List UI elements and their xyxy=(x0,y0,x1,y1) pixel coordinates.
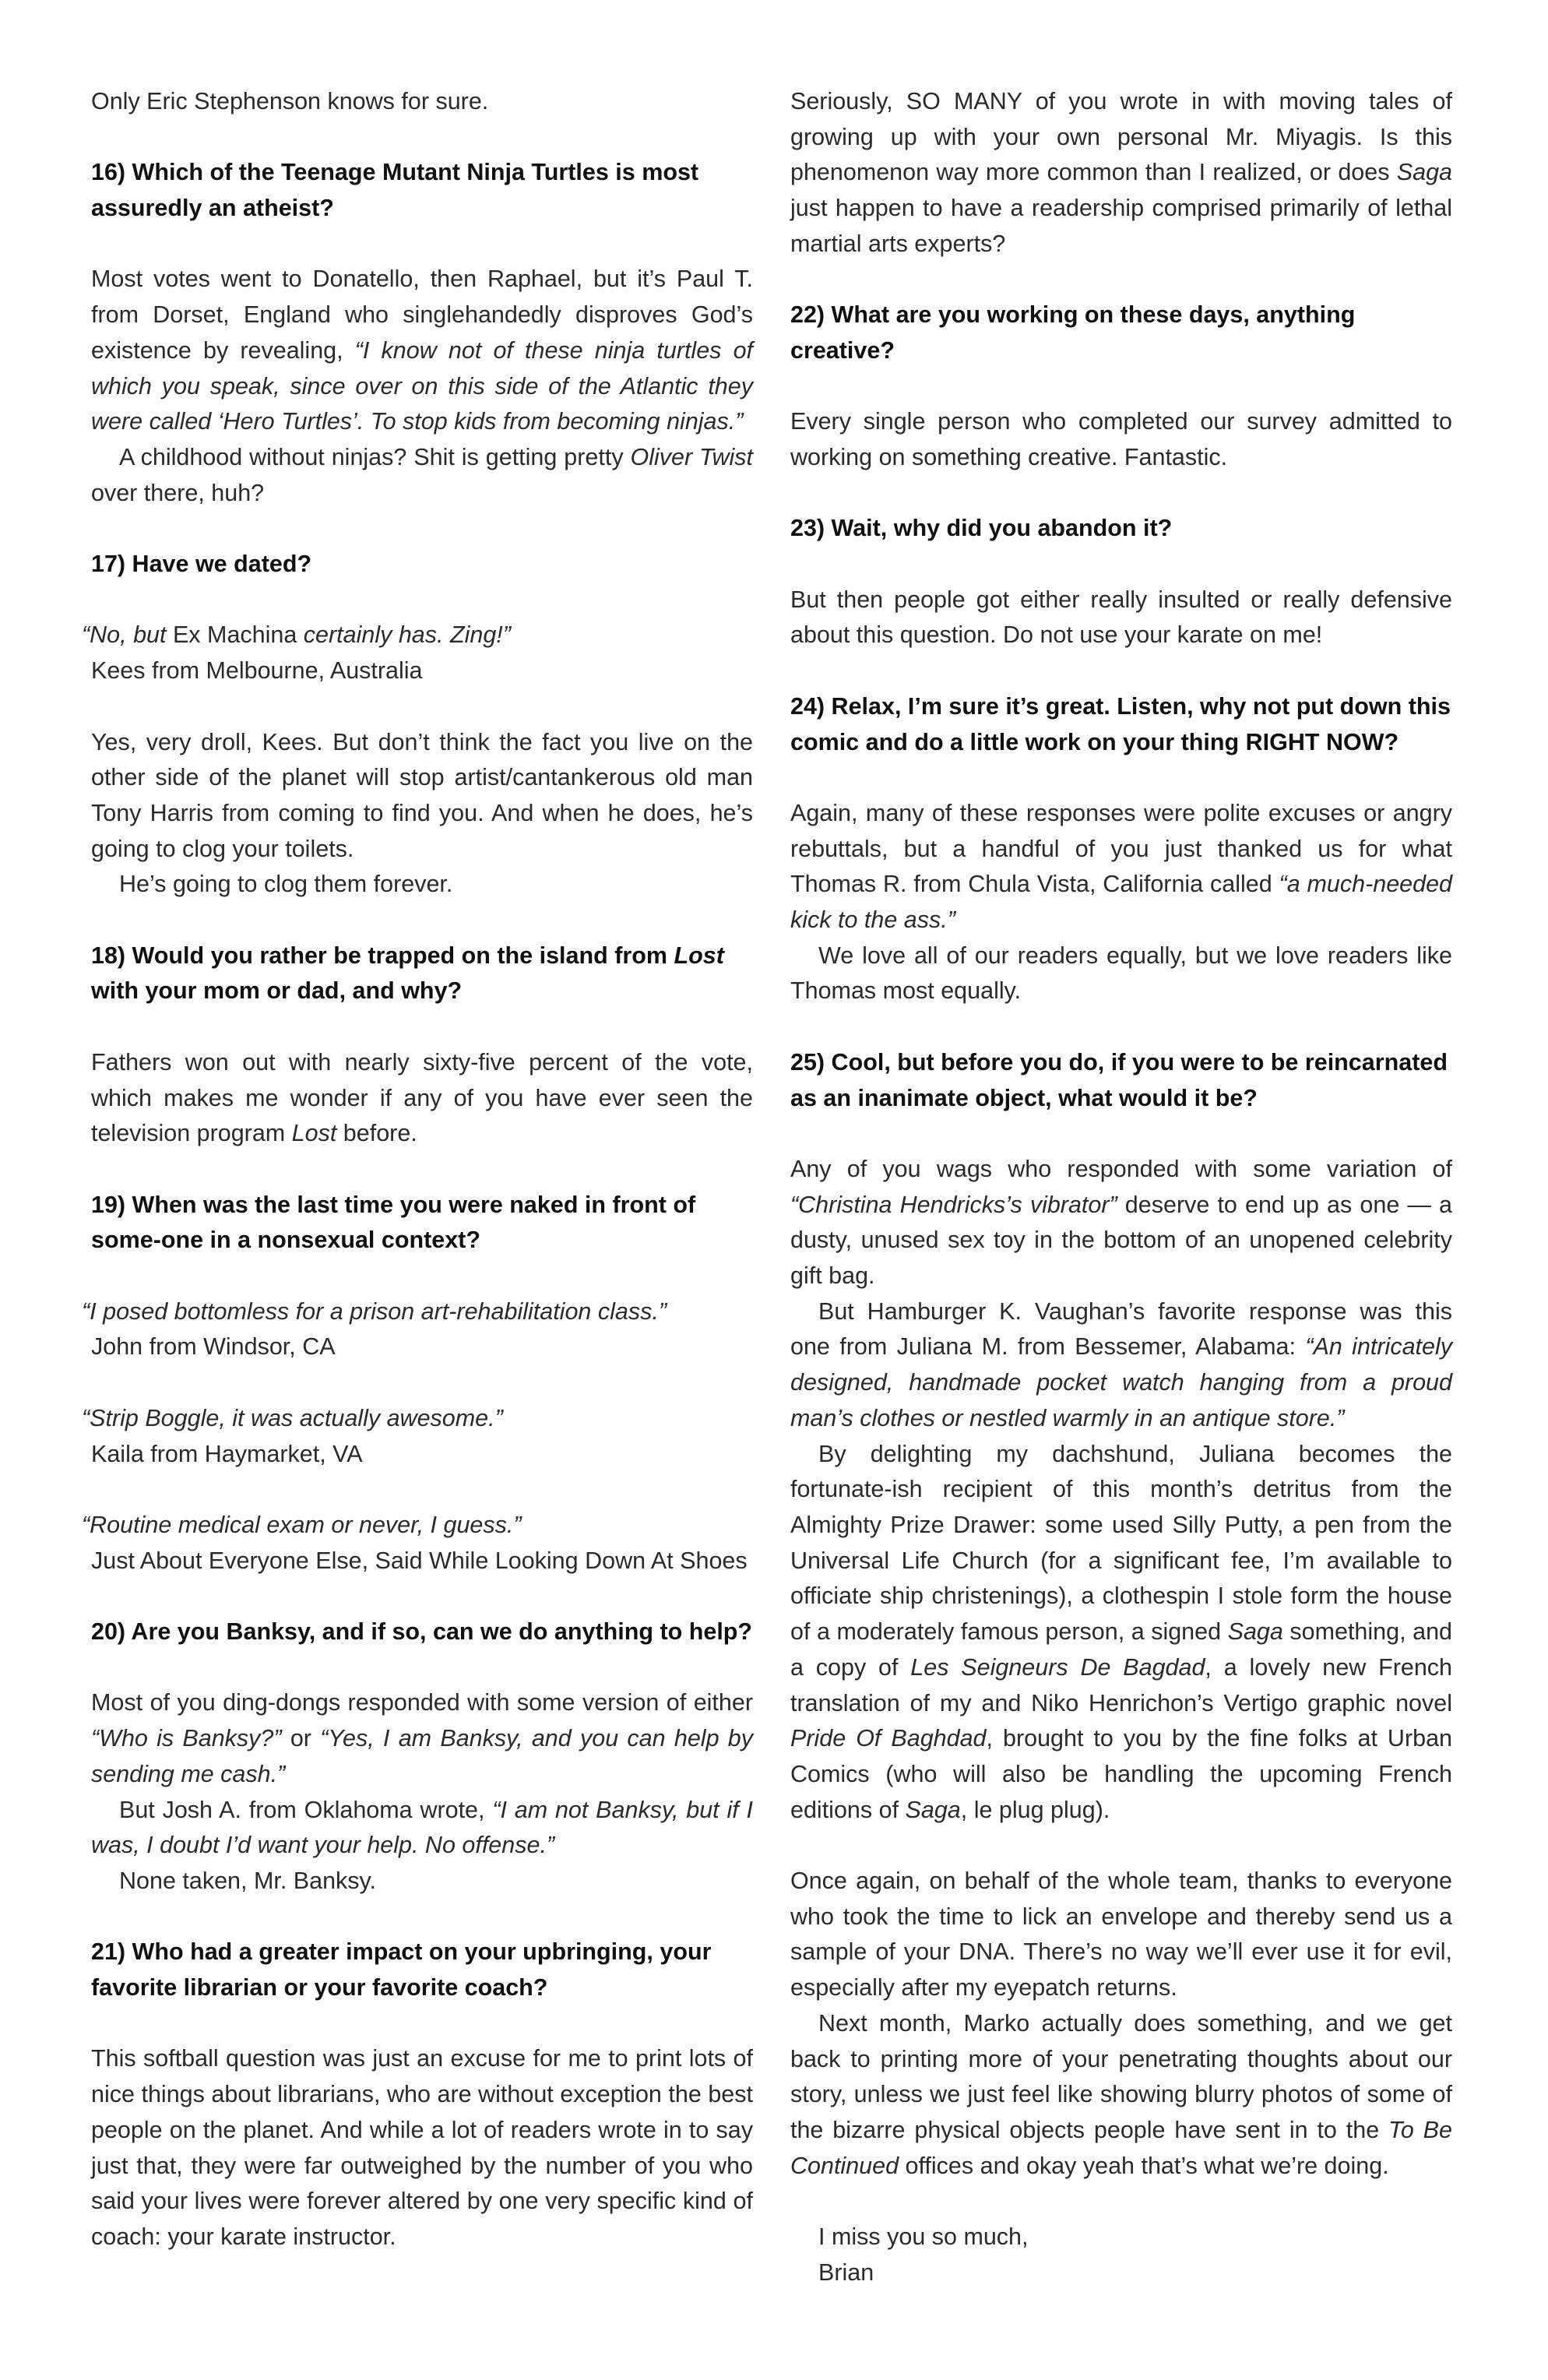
quote: “I know not of these ninja turtles of which you speak, since over on this side of the Atlantic they were called ‘Hero Turtles’. To stop kids from becoming ninjas.” xyxy=(91,336,754,435)
text: , le plug plug). xyxy=(960,1796,1110,1823)
title-emphasis: Lost xyxy=(291,1120,337,1147)
title-emphasis: Lost xyxy=(674,942,724,969)
question-22: 22) What are you working on these days, anything creative? xyxy=(790,301,1356,364)
reader-quote: “Routine medical exam or never, I guess.” xyxy=(82,1511,522,1538)
title-emphasis: Saga xyxy=(1227,1618,1283,1646)
answer-16-paragraph xyxy=(91,440,753,511)
title: Ex Machina xyxy=(172,621,297,649)
text: But Hamburger K. Vaughan’s favorite response was this one from Juliana M. from Bessemer, Alabama: xyxy=(790,1297,1452,1361)
left-column xyxy=(82,84,754,2255)
question-25: 25) Cool, but before you do, if you were to be reincarnated as an inanimate object, what would it be? xyxy=(790,1048,1448,1111)
text: A childhood without ninjas? Shit is getting pretty xyxy=(119,444,631,470)
answer-22-paragraph: Every single person who completed our survey admitted to working on something creative. Fantastic. xyxy=(790,408,1452,470)
text: “No, but xyxy=(82,621,173,649)
text: over there, huh? xyxy=(91,479,265,506)
question-19: 19) When was the last time you were naked in front of some-one in a nonsexual context? xyxy=(91,1191,696,1254)
answer-17-paragraph: Yes, very droll, Kees. But don’t think the fact you live on the other side of the planet will stop artist/cantankerous old man Tony Harris from coming to find you. And when he does, he’s going to clog your toilets. xyxy=(91,728,753,862)
question-24: 24) Relax, I’m sure it’s great. Listen, why not put down this comic and do a little work on your thing RIGHT NOW? xyxy=(790,692,1451,755)
answer-17-paragraph: He’s going to clog them forever. xyxy=(119,871,453,898)
question-21: 21) Who had a greater impact on your upbringing, your favorite librarian or your favorite coach? xyxy=(91,1938,712,2002)
quote: “An intricately designed, handmade pocket watch hanging from a proud man’s clothes or nestled warmly in an antique store.” xyxy=(790,1333,1452,1431)
answer-24-paragraph: We love all of our readers equally, but we love readers like Thomas most equally. xyxy=(790,942,1452,1005)
question-16: 16) Which of the Teenage Mutant Ninja Turtles is most assuredly an atheist? xyxy=(91,159,699,222)
text: By delighting my dachshund, Juliana becomes the fortunate-ish recipient of this month’s detritus from the Almighty Prize Drawer: some used Silly Putty, a pen from the Universal Life Church (for a significant fee, I’m available to officiate ship christenings), a clothespin I stole form the house of a moderately famous person, a signed xyxy=(790,1440,1452,1646)
text: 18) Would you rather be trapped on the island from xyxy=(91,942,674,969)
text: Most of you ding-dongs responded with some version of either xyxy=(91,1689,753,1716)
answer-24-paragraph xyxy=(790,796,1452,938)
closing-paragraph: Once again, on behalf of the whole team, thanks to everyone who took the time to lick an envelope and thereby send us a sample of your DNA. There’s no way we’ll ever use it for evil, especially after my eyepatch returns. xyxy=(790,1868,1452,2002)
quote: “Who is Banksy?” xyxy=(91,1725,282,1752)
answer-25-paragraph xyxy=(790,1294,1452,1437)
answer-21-continued xyxy=(790,84,1452,262)
answer-25-paragraph xyxy=(790,1437,1452,1829)
question-17: 17) Have we dated? xyxy=(91,551,312,578)
text: something, and a copy of xyxy=(790,1618,1452,1681)
answer-23-paragraph: But then people got either really insulted or really defensive about this question. Do not use your karate on me! xyxy=(790,586,1452,649)
paragraph: Only Eric Stephenson knows for sure. xyxy=(91,88,489,114)
question-20: 20) Are you Banksy, and if so, can we do anything to help? xyxy=(91,1618,753,1646)
quote: “I am not Banksy, but if I was, I doubt I’d want your help. No offense.” xyxy=(91,1796,753,1859)
text: deserve to end up as one — a dusty, unused sex toy in the bottom of an unopened celebrity gift bag. xyxy=(790,1191,1452,1290)
reader-quote: “Strip Boggle, it was actually awesome.” xyxy=(82,1404,503,1431)
reader-attribution: Just About Everyone Else, Said While Looking Down At Shoes xyxy=(91,1547,748,1574)
signature-name: Brian xyxy=(818,2259,874,2286)
quote: “a much-needed kick to the ass.” xyxy=(790,871,1453,934)
reader-quote: “I posed bottomless for a prison art-rehabilitation class.” xyxy=(82,1297,667,1325)
text: , a lovely new French translation of my and Niko Henrichon’s Vertigo graphic novel xyxy=(790,1653,1452,1716)
right-column xyxy=(790,84,1452,2290)
answer-25-paragraph xyxy=(790,1152,1452,1294)
text: certainly has. Zing!” xyxy=(297,621,511,649)
quote: “Christina Hendricks’s vibrator” xyxy=(790,1191,1117,1218)
title-emphasis: To Be Continued xyxy=(790,2116,1452,2179)
title-emphasis: Saga xyxy=(905,1796,961,1823)
text: offices and okay yeah that’s what we’re doing. xyxy=(899,2152,1389,2179)
answer-20-paragraph xyxy=(91,1685,753,1792)
reader-attribution: Kees from Melbourne, Australia xyxy=(91,657,423,685)
answer-18-paragraph xyxy=(91,1045,753,1152)
question-23: 23) Wait, why did you abandon it? xyxy=(790,515,1173,542)
text: or xyxy=(281,1725,321,1752)
reader-attribution: Kaila from Haymarket, VA xyxy=(91,1440,363,1467)
text: with your mom or dad, and why? xyxy=(91,977,463,1005)
text: before. xyxy=(336,1120,417,1147)
text: Seriously, SO MANY of you wrote in with moving tales of growing up with your own personal Mr. Miyagis. Is this phenomenon way more common than I realized, or does xyxy=(790,88,1452,186)
text: Again, many of these responses were polite excuses or angry rebuttals, but a handful of you just thanked us for what Thomas R. from Chula Vista, California called xyxy=(790,799,1452,898)
text: But Josh A. from Oklahoma wrote, xyxy=(119,1796,493,1823)
title-emphasis: Pride Of Baghdad xyxy=(790,1725,987,1752)
question-18 xyxy=(91,938,753,1009)
text: Any of you wags who responded with some variation of xyxy=(790,1155,1452,1182)
title-emphasis: Oliver Twist xyxy=(630,444,753,470)
text: Most votes went to Donatello, then Raphael, but it’s Paul T. from Dorset, England who singlehandedly disproves God’s existence by revealing, xyxy=(91,266,753,364)
text: just happen to have a readership comprised primarily of lethal martial arts experts? xyxy=(790,195,1452,257)
text: , brought to you by the fine folks at Urban Comics (who will also be handling the upcoming French editions of xyxy=(790,1725,1452,1823)
answer-20-paragraph: None taken, Mr. Banksy. xyxy=(119,1867,377,1894)
reader-quote xyxy=(82,618,753,653)
title-emphasis: Les Seigneurs De Bagdad xyxy=(910,1653,1205,1681)
text: Next month, Marko actually does something, and we get back to printing more of your penetrating thoughts about our story, unless we just feel like showing blurry photos of some of the bizarre physical objects people have sent in to the xyxy=(790,2009,1452,2143)
answer-20-paragraph xyxy=(91,1793,753,1864)
answer-16-paragraph xyxy=(91,262,753,440)
closing-paragraph xyxy=(790,2006,1452,2185)
title-emphasis: Saga xyxy=(1396,159,1452,186)
reader-attribution: John from Windsor, CA xyxy=(91,1333,336,1361)
answer-21-paragraph: This softball question was just an excuse for me to print lots of nice things about librarians, who are without exception the best people on the planet. And while a lot of readers wrote in to say just that, they were far outweighed by the number of you who said your lives were forever altered by one very specific kind of coach: your karate instructor. xyxy=(91,2045,753,2250)
text: Fathers won out with nearly sixty-five percent of the vote, which makes me wonder if any of you have ever seen the television program xyxy=(91,1048,753,1147)
quote: “Yes, I am Banksy, and you can help by sending me cash.” xyxy=(91,1725,754,1787)
signoff-line: I miss you so much, xyxy=(818,2223,1029,2251)
